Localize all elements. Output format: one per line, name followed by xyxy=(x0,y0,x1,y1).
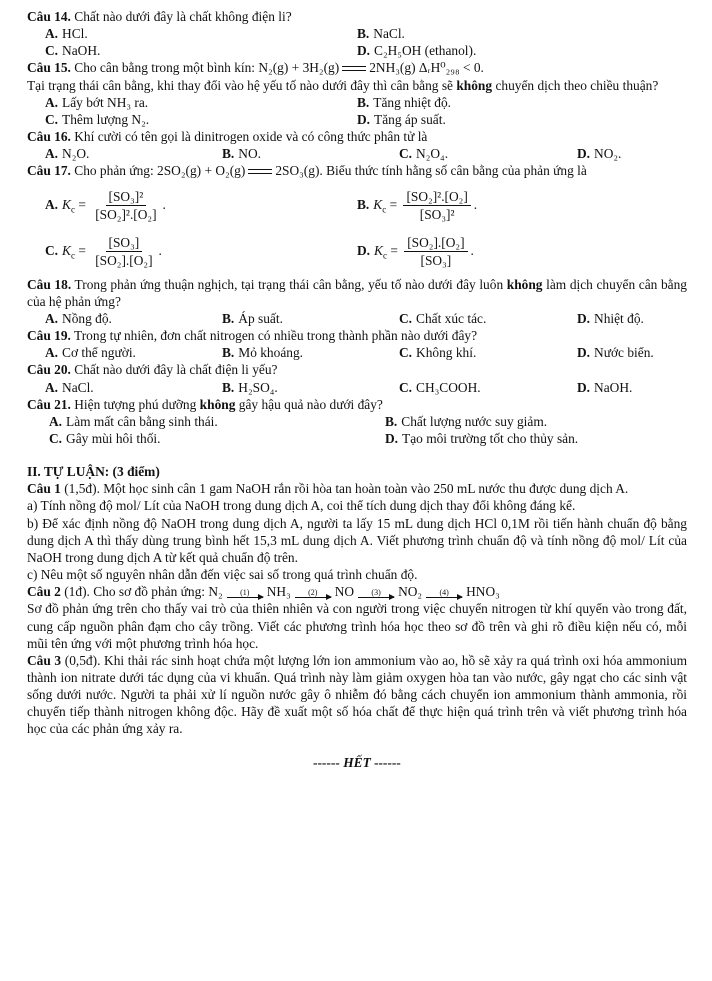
option-c: C. $K_c$ = $\frac{\text{[SO₃]}}{\text{[SO₂].[O₂]}}$ . xyxy=(45,234,162,269)
question-text: Hiện tượng phú dưỡng xyxy=(74,396,197,412)
option-c: C. Thêm lượng N₂. xyxy=(45,111,150,127)
question-number: Câu 14. xyxy=(27,9,71,24)
option-b: B. Mỏ khoáng. xyxy=(222,345,303,361)
option-b: B. Tăng nhiệt độ. xyxy=(357,94,452,110)
essay-question-3: Câu 3 (0,5đ). Khi thải rác sinh hoạt chứa một lượng lớn ion ammonium vào ao, hồ sẽ xảy ra quá trình oxi hóa ammonium thành ion nitrate dưới tác dụng của vi khuẩn. Quá trình này làm giảm oxygen hòa tan vào nước, gây ngạt cho các sinh vật sống dưới nước. Người ta phải xử lí nguồn nước gây ô nhiễm đó bằng cách chuyển ion ammonium thành ammonia, rồi chuyển tiếp thành nitrogen không độc. Hãy đề xuất một số hóa chất để thực hiện quá trình trên và viết phương trình hóa học của các phản ứng xảy ra. xyxy=(27,652,687,737)
fraction: $\frac{\text{[SO₃]²}}{\text{[SO₂]².[O₂]}}$ xyxy=(95,188,157,223)
option-a: A. Lấy bớt NH₃ ra. xyxy=(45,94,149,110)
question-17 xyxy=(27,162,687,271)
question-15 xyxy=(27,59,687,128)
question-text: Cho phản ứng: 2SO₂(g) + O₂(g) xyxy=(74,163,246,179)
essay-question-1b: b) Để xác định nồng độ NaOH trong dung dịch A, người ta lấy 15 mL dung dịch HCl 0,1M rồi tiến hành chuẩn độ bằng dung dịch A thì thấy dùng trung bình hết 15,3 mL dung dịch A. Viết phương trình chuẩn độ và tính nồng độ mol/ Lít của NaOH trong dung dịch A từ kết quả chuẩn độ trên. xyxy=(27,515,687,565)
essay-question-1a: a) Tính nồng độ mol/ Lít của NaOH trong dung dịch A, coi thể tích dung dịch thay đổi không đáng kể. xyxy=(27,498,576,514)
emphasis-text: không xyxy=(506,276,543,292)
reaction-chain: N₂ (1) NH₃ (2) NO (3) NO₂ (4) HNO₃ xyxy=(208,584,500,600)
option-b: B. Chất lượng nước suy giảm. xyxy=(385,413,548,429)
question-text: Tại trạng thái cân bằng, khi thay đổi vào hệ yếu tố nào dưới đây thì cân bằng sẽ xyxy=(27,77,453,93)
option-c: C. Gây mùi hôi thối. xyxy=(49,430,161,446)
option-d: D. NaOH. xyxy=(577,379,633,395)
question-number: Câu 21. xyxy=(27,396,71,412)
question-text: Chất nào dưới đây là chất điện li yếu? xyxy=(74,362,278,378)
option-b: B. Áp suất. xyxy=(222,310,283,326)
question-text: Trong phản ứng thuận nghịch, tại trạng thái cân bằng, yếu tố nào dưới đây luôn xyxy=(74,276,504,292)
option-d: D. NO₂. xyxy=(577,146,622,162)
question-18 xyxy=(27,276,687,327)
question-text: 2NH₃(g) ΔᵣH⁰₂₉₈ < 0. xyxy=(369,60,484,76)
question-text: 2SO₃(g). Biểu thức tính hằng số cân bằng của phản ứng là xyxy=(275,163,587,179)
question-21 xyxy=(27,396,687,447)
question-number: Câu 16. xyxy=(27,129,71,145)
option-d: D. C₂H₅OH (ethanol). xyxy=(357,43,477,59)
option-c: C. N₂O₄. xyxy=(399,146,449,162)
fraction: $\frac{\text{[SO₃]}}{\text{[SO₂].[O₂]}}$ xyxy=(95,234,153,269)
essay-question-2: Câu 2 (1đ). Cho sơ đồ phản ứng: N₂ (1) NH₃ (2) NO (3) NO₂ (4) HNO₃ xyxy=(27,584,500,600)
option-b: B. NaCl. xyxy=(357,26,405,42)
option-d: D. Nhiệt độ. xyxy=(577,310,644,326)
option-c: C. Không khí. xyxy=(399,345,477,361)
arrow-icon: (2) xyxy=(295,589,331,598)
question-text: Trong tự nhiên, đơn chất nitrogen có nhiều trong thành phần nào dưới đây? xyxy=(74,328,478,344)
essay-question-1c: c) Nêu một số nguyên nhân dẫn đến việc sai số trong quá trình chuẩn độ. xyxy=(27,567,418,583)
emphasis-text: không xyxy=(199,396,236,412)
question-16 xyxy=(27,128,687,162)
end-marker: ------ HẾT ------ xyxy=(313,754,401,770)
option-c: C. CH₃COOH. xyxy=(399,379,481,395)
option-a: A. $K_c$ = $\frac{\text{[SO₃]²}}{\text{[SO₂]².[O₂]}}$ . xyxy=(45,188,166,223)
question-number: Câu 20. xyxy=(27,362,71,378)
arrow-icon: (1) xyxy=(227,589,263,598)
option-b: B. H₂SO₄. xyxy=(222,379,278,395)
section-heading: II. TỰ LUẬN: (3 điểm) xyxy=(27,464,160,480)
question-text: làm dịch chuyển cân bằng của hệ phản ứng? xyxy=(27,276,687,309)
arrow-icon: (3) xyxy=(358,589,394,598)
option-c: C. NaOH. xyxy=(45,43,101,59)
question-number: Câu 15. xyxy=(27,60,71,76)
question-text: gây hậu quả nào dưới đây? xyxy=(238,396,383,412)
question-20 xyxy=(27,361,687,395)
option-a: A. HCl. xyxy=(45,26,88,42)
option-d: D. $K_c$ = $\frac{\text{[SO₂].[O₂]}}{\text{[SO₃]}}$ . xyxy=(357,234,474,269)
option-a: A. Nồng độ. xyxy=(45,310,112,326)
question-text: Cho cân bằng trong một bình kín: N₂(g) + 3H₂(g) xyxy=(74,60,340,76)
question-text: Chất nào dưới đây là chất không điện li? xyxy=(74,9,292,24)
question-14 xyxy=(27,8,687,59)
option-b: B. $K_c$ = $\frac{\text{[SO₂]².[O₂]}}{\text{[SO₃]²}}$ . xyxy=(357,188,478,223)
question-number: Câu 19. xyxy=(27,328,71,344)
option-b: B. NO. xyxy=(222,146,261,162)
option-c: C. Chất xúc tác. xyxy=(399,310,487,326)
exam-page xyxy=(27,8,687,784)
question-19 xyxy=(27,327,687,361)
question-text: Khí cười có tên gọi là dinitrogen oxide và có công thức phân tử là xyxy=(74,129,428,145)
option-d: D. Nước biển. xyxy=(577,345,654,361)
essay-question-1: Câu 1 (1,5đ). Một học sinh cân 1 gam NaOH rắn rồi hòa tan hoàn toàn vào 250 mL nước thu được dung dịch A. xyxy=(27,481,629,497)
equilibrium-arrow-icon xyxy=(342,65,366,73)
question-number: Câu 18. xyxy=(27,276,72,292)
equilibrium-arrow-icon xyxy=(248,168,272,176)
option-a: A. NaCl. xyxy=(45,379,94,395)
question-text: chuyển dịch theo chiều thuận? xyxy=(495,77,659,93)
arrow-icon: (4) xyxy=(426,589,462,598)
option-a: A. Làm mất cân bằng sinh thái. xyxy=(49,413,218,429)
fraction: $\frac{\text{[SO₂].[O₂]}}{\text{[SO₃]}}$ xyxy=(404,235,467,269)
option-d: D. Tăng áp suất. xyxy=(357,111,446,127)
fraction: $\frac{\text{[SO₂]².[O₂]}}{\text{[SO₃]²}}$ xyxy=(403,189,470,223)
question-number: Câu 17. xyxy=(27,163,71,179)
essay-question-2-description: Sơ đồ phản ứng trên cho thấy vai trò của thiên nhiên và con người trong việc chuyển nitrogen từ khí quyển vào trong đất, cung cấp nguồn phân đạm cho cây trồng. Viết các phương trình hóa học theo sơ đồ trên và ghi rõ điều kiện nếu có, mỗi mũi tên ứng với một phương trình hóa học. xyxy=(27,601,687,651)
option-a: A. Cơ thể người. xyxy=(45,345,136,361)
option-a: A. N₂O. xyxy=(45,146,90,162)
emphasis-text: không xyxy=(456,77,493,93)
option-d: D. Tạo môi trường tốt cho thủy sản. xyxy=(385,430,579,446)
